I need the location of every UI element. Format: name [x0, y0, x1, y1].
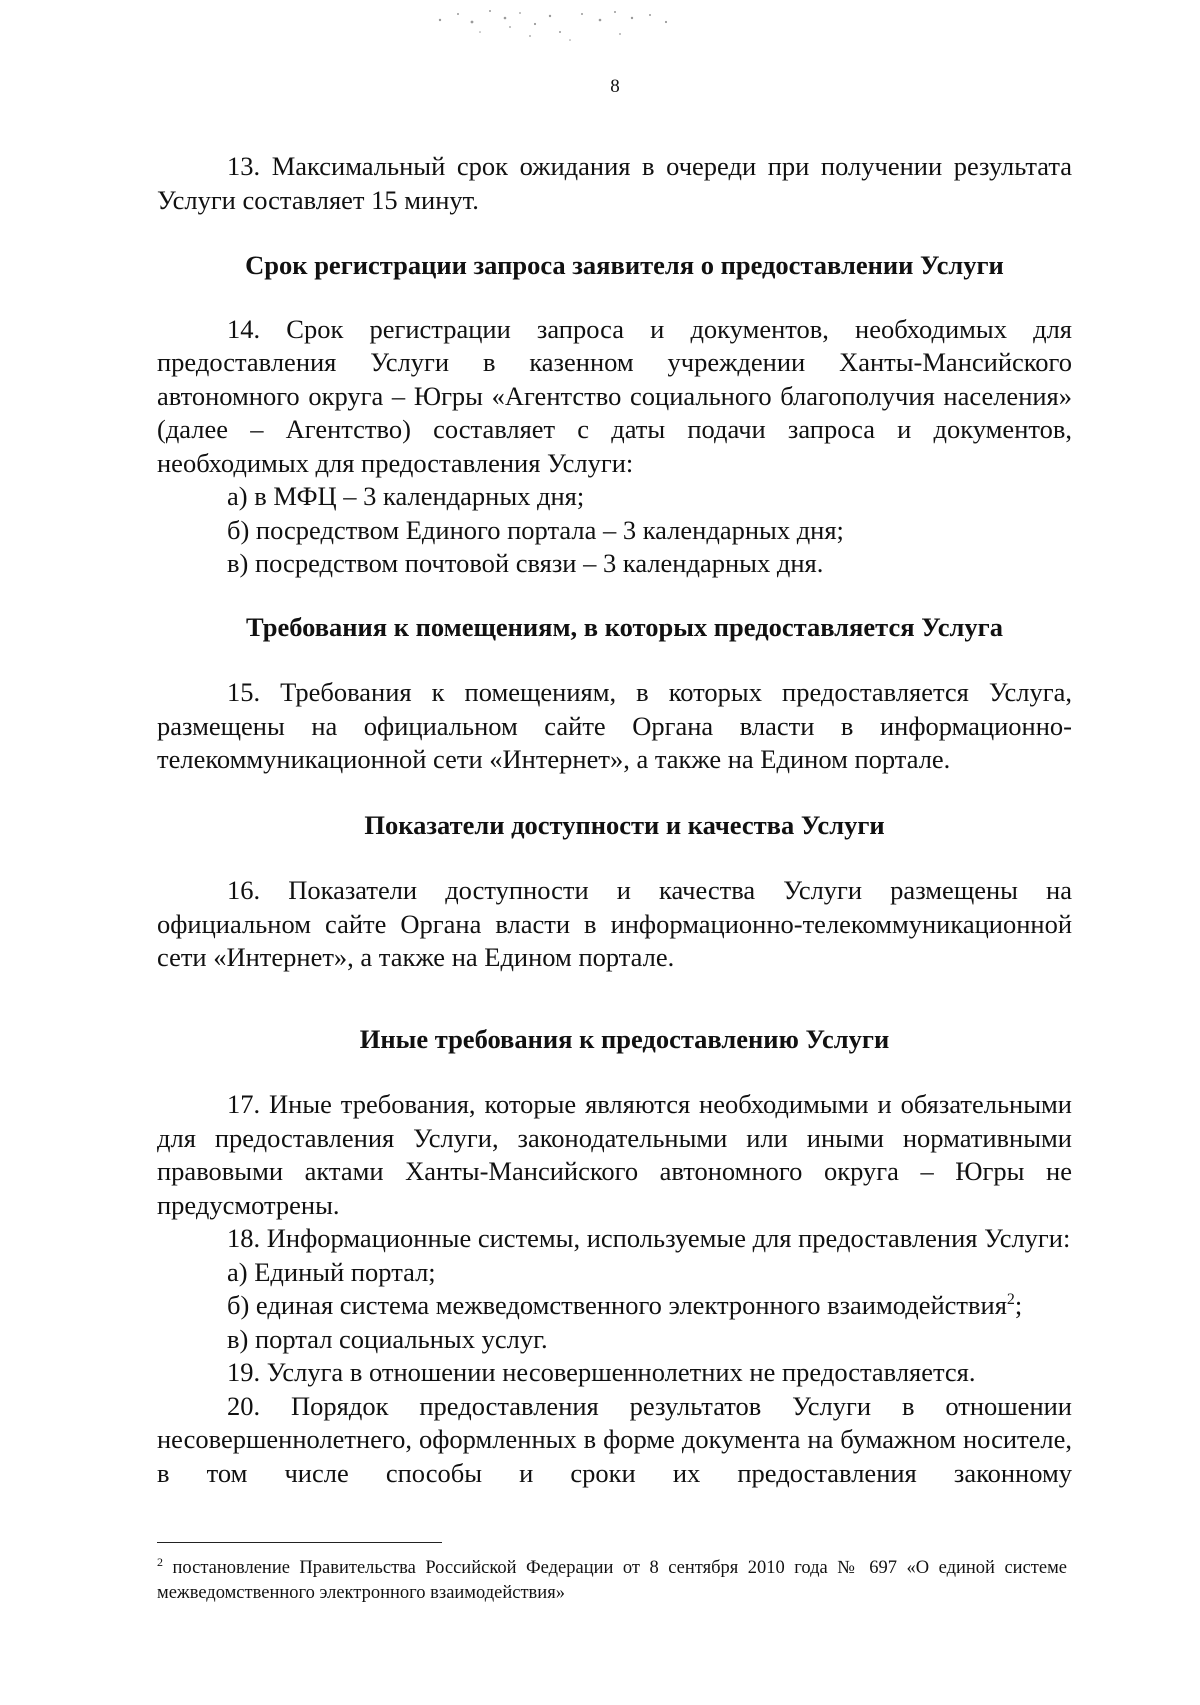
footnote-divider — [157, 1542, 442, 1543]
footnote — [157, 1556, 1067, 1606]
text: 16. Показатели доступности и качества Услуги размещены на официальном сайте Органа власти в информационно-телекоммуникационной сети «Интернет», а также на Едином портале. — [157, 875, 1072, 972]
paragraph — [157, 150, 1072, 217]
text: Иные требования к предоставлению Услуги — [359, 1023, 890, 1054]
list-item — [157, 480, 1072, 514]
text: Требования к помещениям, в которых предоставляется Услуга — [246, 611, 1003, 642]
document-body — [157, 150, 1072, 1490]
text: в) портал социальных услуг. — [227, 1323, 548, 1354]
section-heading — [157, 249, 1072, 283]
list-item — [157, 1256, 1072, 1290]
paragraph — [157, 313, 1072, 481]
paragraph — [157, 676, 1072, 777]
section-heading — [157, 809, 1072, 843]
text: а) Единый портал; — [227, 1256, 436, 1287]
text: 18. Информационные системы, используемые для предоставления Услуги: — [227, 1223, 1071, 1253]
text: ; — [1014, 1290, 1023, 1320]
paragraph — [157, 1088, 1072, 1222]
text: 13. Максимальный срок ожидания в очереди при получении результата Услуги составляет 15 минут. — [157, 151, 1072, 215]
section-heading — [157, 611, 1072, 645]
paragraph — [157, 1390, 1072, 1491]
list-item — [157, 547, 1072, 581]
text: 19. Услуга в отношении несовершеннолетних не предоставляется. — [227, 1357, 976, 1387]
text: 17. Иные требования, которые являются необходимыми и обязательными для предоставления Услуги, законодательными или иными нормативными правовыми актами Ханты-Мансийского автономного округа – Югры не предусмотрены. — [157, 1089, 1072, 1220]
paragraph — [157, 1222, 1072, 1256]
text: 20. Порядок предоставления результатов Услуги в отношении несовершеннолетнего, оформленных в форме документа на бумажном носителе, в том числе способы и сроки их предоставления законному — [157, 1390, 1072, 1488]
text: Срок регистрации запроса заявителя о предоставлении Услуги — [245, 250, 1004, 280]
text: а) в МФЦ – 3 календарных дня; — [227, 481, 585, 511]
list-item — [157, 514, 1072, 548]
paragraph — [157, 874, 1072, 975]
text: Показатели доступности и качества Услуги — [364, 809, 885, 840]
text: в) посредством почтовой связи – 3 календарных дня. — [227, 548, 824, 578]
footnote-marker: 2 — [157, 1554, 163, 1569]
footnote-text: постановление Правительства Российской Федерации от 8 сентября 2010 года № 697 «О единой системе межведомственного электронного взаимодействия» — [157, 1558, 1067, 1603]
list-item — [157, 1323, 1072, 1357]
text: 15. Требования к помещениям, в которых предоставляется Услуга, размещены на официальном сайте Органа власти в информационно-телекоммуникационной сети «Интернет», а также на Едином портале. — [157, 677, 1072, 774]
scan-artifact — [410, 2, 740, 44]
text: б) посредством Единого портала – 3 календарных дня; — [227, 514, 844, 545]
page-number: 8 — [610, 76, 620, 97]
section-heading — [157, 1023, 1072, 1057]
text: 14. Срок регистрации запроса и документов, необходимых для предоставления Услуги в казенном учреждении Ханты-Мансийского автономного округа – Югры «Агентство социального благополучия населения» (далее – Агентство) составляет с даты подачи запроса и документов, необходимых для предоставления Услуги: — [157, 313, 1072, 478]
text: б) единая система межведомственного электронного взаимодействия — [227, 1290, 1007, 1320]
paragraph — [157, 1289, 1072, 1323]
list-item — [157, 1356, 1072, 1390]
footnote-reference: 2 — [1006, 1291, 1015, 1309]
